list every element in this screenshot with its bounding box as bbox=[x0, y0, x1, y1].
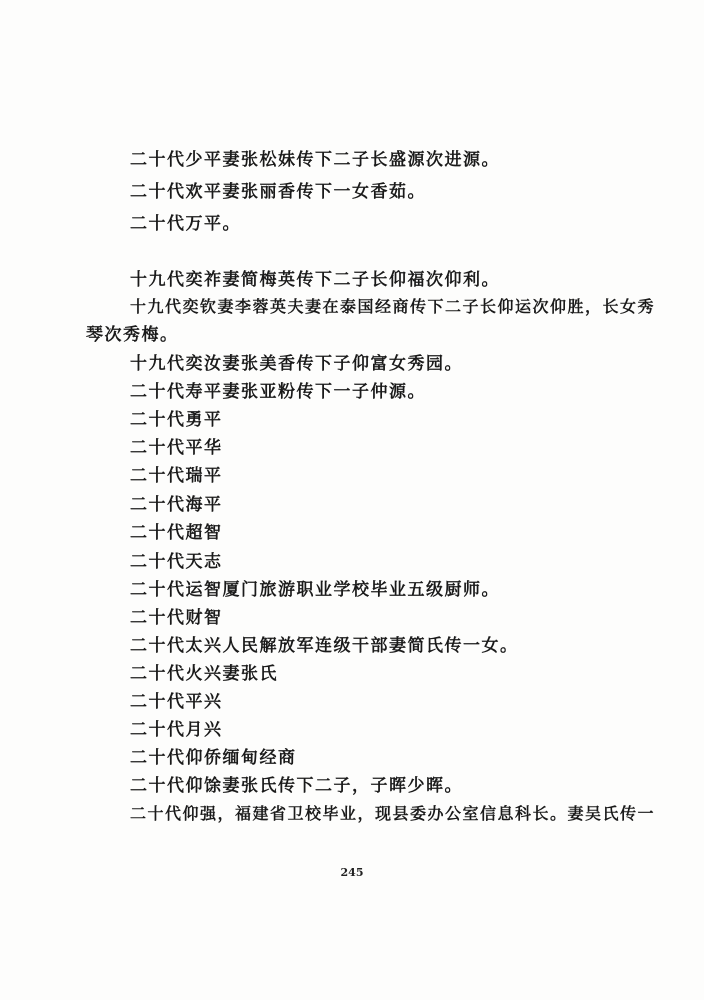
text-line: 二十代火兴妻张氏 bbox=[130, 664, 278, 684]
text-line: 二十代少平妻张松妹传下二子长盛源次进源。 bbox=[130, 150, 500, 170]
text-line: 二十代财智 bbox=[130, 608, 223, 628]
text-line: 十九代奕祚妻简梅英传下二子长仰福次仰利。 bbox=[130, 270, 500, 290]
text-line: 十九代奕钦妻李蓉英夫妻在泰国经商传下二子长仰运次仰胜，长女秀 bbox=[130, 297, 656, 316]
text-line: 二十代平兴 bbox=[130, 692, 223, 712]
text-line: 二十代万平。 bbox=[130, 214, 241, 234]
text-line: 二十代海平 bbox=[130, 495, 223, 515]
text-line: 二十代仰侨缅甸经商 bbox=[130, 748, 297, 768]
text-line: 二十代天志 bbox=[130, 552, 223, 572]
page-number: 245 bbox=[340, 866, 364, 879]
text-line: 二十代平华 bbox=[130, 438, 223, 458]
text-line: 二十代太兴人民解放军连级干部妻简氏传一女。 bbox=[130, 636, 519, 656]
text-line: 二十代月兴 bbox=[130, 720, 223, 740]
text-line: 二十代勇平 bbox=[130, 410, 223, 430]
text-line: 二十代瑞平 bbox=[130, 466, 223, 486]
text-line: 二十代欢平妻张丽香传下一女香茹。 bbox=[130, 182, 426, 202]
text-line: 十九代奕汝妻张美香传下子仰富女秀园。 bbox=[130, 354, 463, 374]
text-line: 二十代仰馀妻张氏传下二子，子晖少晖。 bbox=[130, 776, 463, 796]
text-line: 二十代运智厦门旅游职业学校毕业五级厨师。 bbox=[130, 580, 500, 600]
text-line: 二十代超智 bbox=[130, 523, 223, 543]
text-line: 二十代寿平妻张亚粉传下一子仲源。 bbox=[130, 382, 426, 402]
text-line: 琴次秀梅。 bbox=[86, 325, 179, 345]
text-line: 二十代仰强，福建省卫校毕业，现县委办公室信息科长。妻吴氏传一 bbox=[130, 804, 656, 823]
